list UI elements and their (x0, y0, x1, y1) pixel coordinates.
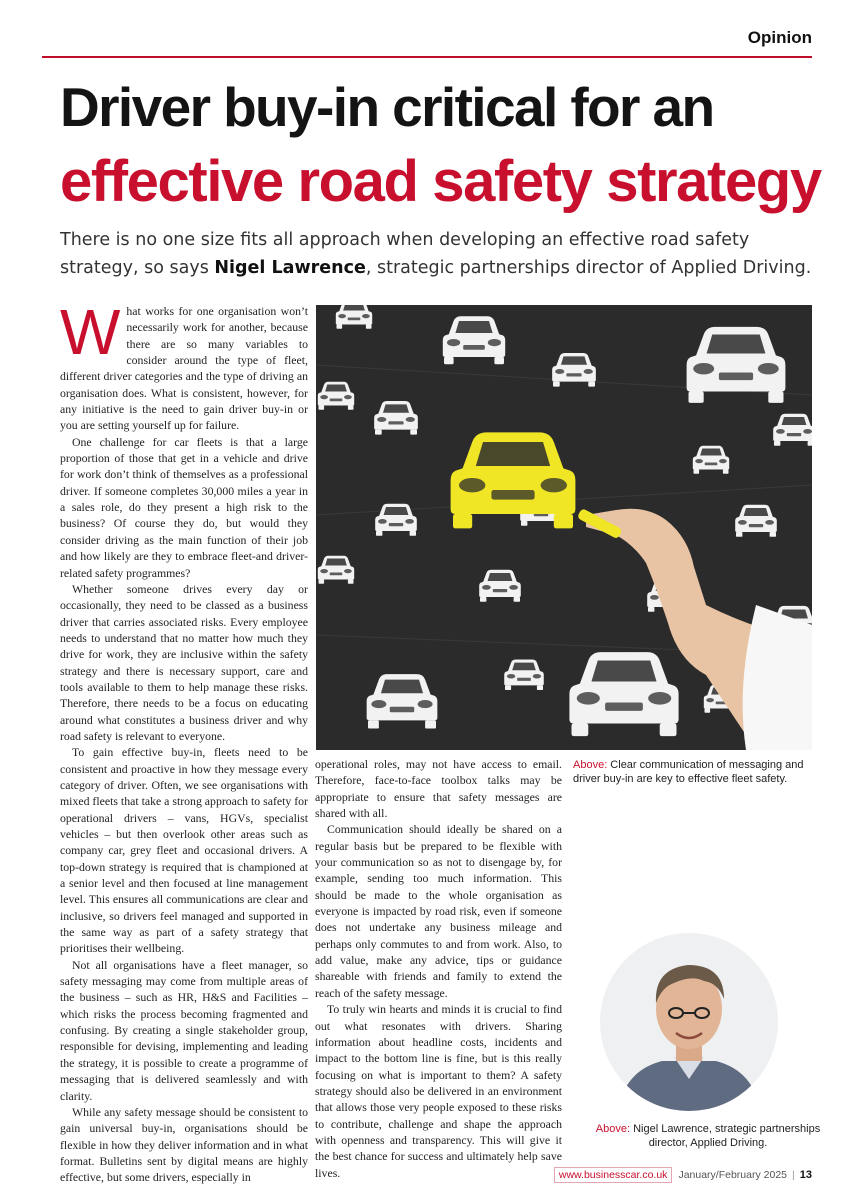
section-label: Opinion (747, 28, 812, 47)
headline-line-2: effective road safety strategy (60, 149, 821, 214)
author-portrait (600, 933, 778, 1111)
portrait-caption-lead: Above: (595, 1123, 631, 1135)
footer-separator: | (792, 1169, 795, 1181)
article-paragraph-9: To truly win hearts and minds it is crucial to find out what resonates with drivers. Sharing information about headline costs, incidents and impact to the bottom line is fine, but is this really focusing on what is important to them? A safety strategy should also be delivered in an environment that allows those very people exposed to these risks to contribute, challenge and shape the approach with openness and transparency. This will give it the best chance for success and ultimately help save lives. (315, 1002, 562, 1180)
image-caption (573, 758, 823, 786)
chalkboard-cars-image (316, 305, 812, 750)
standfirst (60, 226, 820, 282)
chalkboard-illustration (316, 305, 812, 750)
paragraph-1-text: hat works for one organisation won’t necessarily work for another, because there are so many variables to consider around the type of fleet, different driver categories and the type of driving an organisation does. What is consistent, however, for any initiative is the need to gain driver buy-in or you are setting yourself up for failure. (60, 304, 308, 433)
standfirst-text: There is no one size fits all approach when developing an effective road safety strategy, so says (60, 230, 750, 278)
author-name: Nigel Lawrence (214, 258, 366, 278)
portrait-illustration (600, 933, 778, 1111)
caption-lead: Above: (573, 759, 608, 771)
page-footer (554, 1167, 812, 1183)
portrait-caption (593, 1122, 823, 1150)
caption-text: Clear communication of messaging and driver buy-in are key to effective fleet safety. (573, 759, 804, 785)
website-link[interactable]: www.businesscar.co.uk (554, 1167, 673, 1183)
page-number: 13 (799, 1169, 812, 1181)
article-paragraph-5: Not all organisations have a fleet manager, so safety messaging may come from multiple areas of the business – such as HR, H&S and Facilities – which risks the process becoming fragmented and confusing. By creating a single stakeholder group, responsible for devising, implementing and leading the strategy, it is possible to create a programme of messaging that is delivered seamlessly and with clarity. (60, 957, 308, 1103)
headline-line-1: Driver buy-in critical for an (60, 76, 714, 138)
article-paragraph-6: While any safety message should be consistent to gain universal buy-in, organisations should be flexible in how they deliver information and in what format. Bulletins sent by digital means are highly effective, but some drivers, especially in (60, 1104, 308, 1185)
drop-cap: W (60, 296, 121, 368)
article-paragraph-1 (60, 296, 308, 434)
section-divider (42, 56, 812, 58)
article-paragraph-3: Whether someone drives every day or occasionally, they need to be classed as a business driver that carries associated risks. Every employee needs to understand that no matter how much they drive for work, they are inclusive within the safety strategy and there is necessary support, care and tools available to them to help manage these risks. Therefore, there needs to be a focus on educating around what constitutes a business driver and why road safety is relevant to everyone. (60, 581, 308, 743)
article-paragraph-7: operational roles, may not have access to email. Therefore, face-to-face toolbox talks may be appropriate to ensure that safety messages are shared with all. (315, 757, 562, 821)
article-paragraph-2: One challenge for car fleets is that a large proportion of those that get in a vehicle and drive for work don’t think of themselves as a professional driver. If someone completes 30,000 miles a year in a sales role, do they present a high risk to the business? Of course they do, but would they consider driving as the main function of their job and how likely are they to embrace fleet-and driver-related safety programmes? (60, 434, 308, 580)
article-column-1 (60, 296, 308, 1186)
issue-date: January/February 2025 (678, 1169, 788, 1181)
standfirst-role: , strategic partnerships director of Applied Driving. (365, 258, 812, 278)
article-column-2 (315, 756, 562, 1181)
article-paragraph-4: To gain effective buy-in, fleets need to be consistent and proactive in how they message every category of driver. Often, we see organisations with mixed fleets that take a strong approach to safety for operational drivers – vans, HGVs, specialist vehicles – but then overlook other areas such as company car, grey fleet and occasional drivers. A top-down strategy is required that is championed at a senior level and then focused at line management level. This ensures all communications are clear and inclusive, so drivers feel managed and supported in the same way as part of a safety strategy that prioritises their wellbeing. (60, 745, 308, 956)
article-paragraph-8: Communication should ideally be shared on a regular basis but be prepared to be flexible with your communication so as not to disengage by, for example, sending too much information. This should be made to the whole organisation as everyone is impacted by road risk, even if someone does not undertake any business mileage and perhaps only commutes to and from work. Also, to add value, make any advice, tips or guidance shareable with friends and family to extend the reach of the safety message. (315, 822, 562, 1000)
portrait-caption-text: Nigel Lawrence, strategic partnerships director, Applied Driving. (630, 1123, 821, 1149)
